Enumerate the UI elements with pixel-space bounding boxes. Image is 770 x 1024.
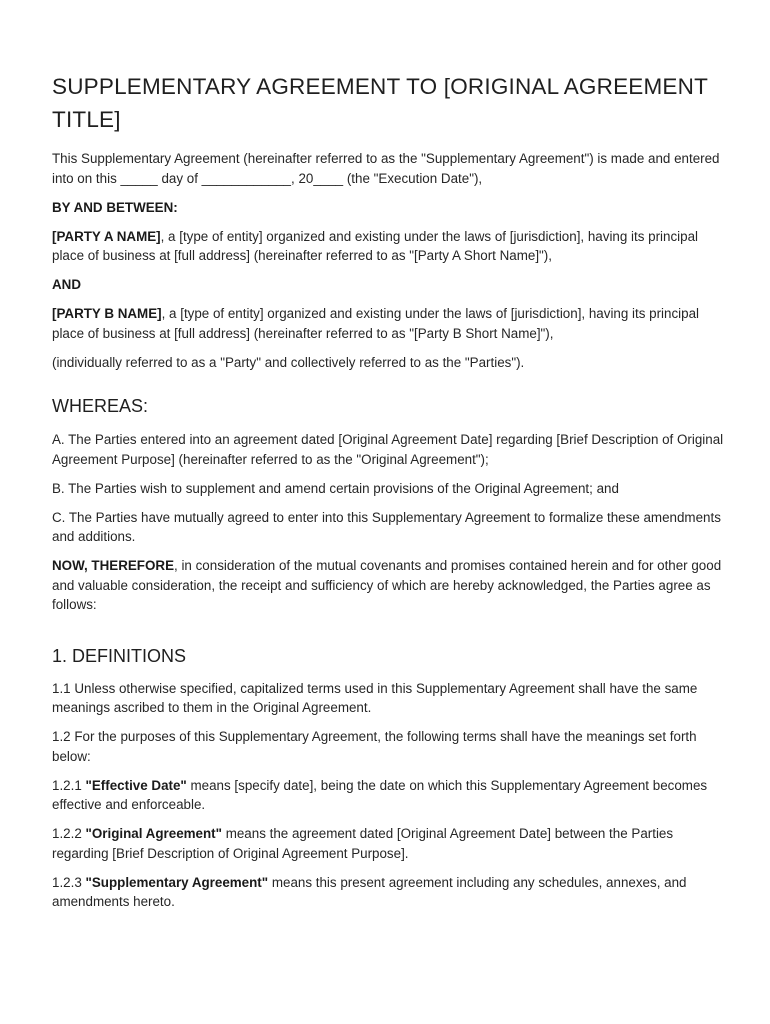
intro-paragraph: This Supplementary Agreement (hereinafter referred to as the "Supplementary Agreement") is made and entered into on this _____ day of ____________, 20____ (the "Execution Date"), xyxy=(52,151,720,186)
definition-1-2-1-num: 1.2.1 xyxy=(52,777,86,793)
definition-1-2-2-num: 1.2.2 xyxy=(52,826,86,841)
and-label xyxy=(52,275,724,295)
party-b-text: , a [type of entity] organized and existing under the laws of [jurisdiction], having its principal place of business at [full address] (hereinafter referred to as "[Party B Short Name]"), xyxy=(52,306,700,341)
and-label-text: AND xyxy=(52,277,82,292)
definition-1-2-2-text: means the agreement dated [Original Agreement Date] between the Parties regarding [Brief Description of Original Agreement Purpose]. xyxy=(52,826,674,861)
definition-1-2-1-text: means [specify date], being the date on which this Supplementary Agreement becomes effective and enforceable. xyxy=(52,777,708,812)
party-a-paragraph xyxy=(52,227,724,266)
definition-1-2-3-num: 1.2.3 xyxy=(52,874,86,890)
now-therefore-paragraph xyxy=(52,556,724,615)
parties-note: (individually referred to as a "Party" and collectively referred to as the "Parties"). xyxy=(52,354,525,370)
definitions-heading: 1. DEFINITIONS xyxy=(52,645,187,666)
definition-1-2-1-term: "Effective Date" xyxy=(85,777,187,793)
definition-1-2: 1.2 For the purposes of this Supplementary Agreement, the following terms shall have the meanings set forth below: xyxy=(52,729,697,764)
party-b-name: [PARTY B NAME] xyxy=(52,306,162,321)
whereas-a: A. The Parties entered into an agreement dated [Original Agreement Date] regarding [Brief Description of Original Agreement Purpose] (hereinafter referred to as the "Original Agreement"); xyxy=(52,432,724,467)
between-label-text: BY AND BETWEEN: xyxy=(52,199,178,215)
definition-1-1: 1.1 Unless otherwise specified, capitalized terms used in this Supplementary Agreement shall have the same meanings ascribed to them in the Original Agreement. xyxy=(52,680,698,715)
between-label xyxy=(52,198,724,218)
whereas-b: B. The Parties wish to supplement and amend certain provisions of the Original Agreement; and xyxy=(52,480,619,496)
definition-1-2-3-term: "Supplementary Agreement" xyxy=(85,874,269,890)
definition-1-2-2 xyxy=(52,824,724,863)
party-b-paragraph xyxy=(52,304,724,343)
document-page xyxy=(52,70,724,921)
document-title: SUPPLEMENTARY AGREEMENT TO [ORIGINAL AGREEMENT TITLE] xyxy=(52,74,708,132)
now-therefore-label: NOW, THEREFORE xyxy=(52,558,175,573)
party-a-name: [PARTY A NAME] xyxy=(52,228,161,244)
now-therefore-text: , in consideration of the mutual covenants and promises contained herein and for other good and valuable consideration, the receipt and sufficiency of which are hereby acknowledged, the Parties agree as follows: xyxy=(52,558,722,612)
whereas-heading: WHEREAS: xyxy=(52,396,149,416)
definition-1-2-2-term: "Original Agreement" xyxy=(85,826,222,841)
definition-1-2-3 xyxy=(52,873,724,912)
definition-1-2-3-text: means this present agreement including any schedules, annexes, and amendments hereto. xyxy=(52,874,687,909)
definition-1-2-1 xyxy=(52,776,724,815)
whereas-c: C. The Parties have mutually agreed to enter into this Supplementary Agreement to formalize these amendments and additions. xyxy=(52,509,721,544)
party-a-text: , a [type of entity] organized and existing under the laws of [jurisdiction], having its principal place of business at [full address] (hereinafter referred to as "[Party A Short Name]"), xyxy=(52,228,699,263)
